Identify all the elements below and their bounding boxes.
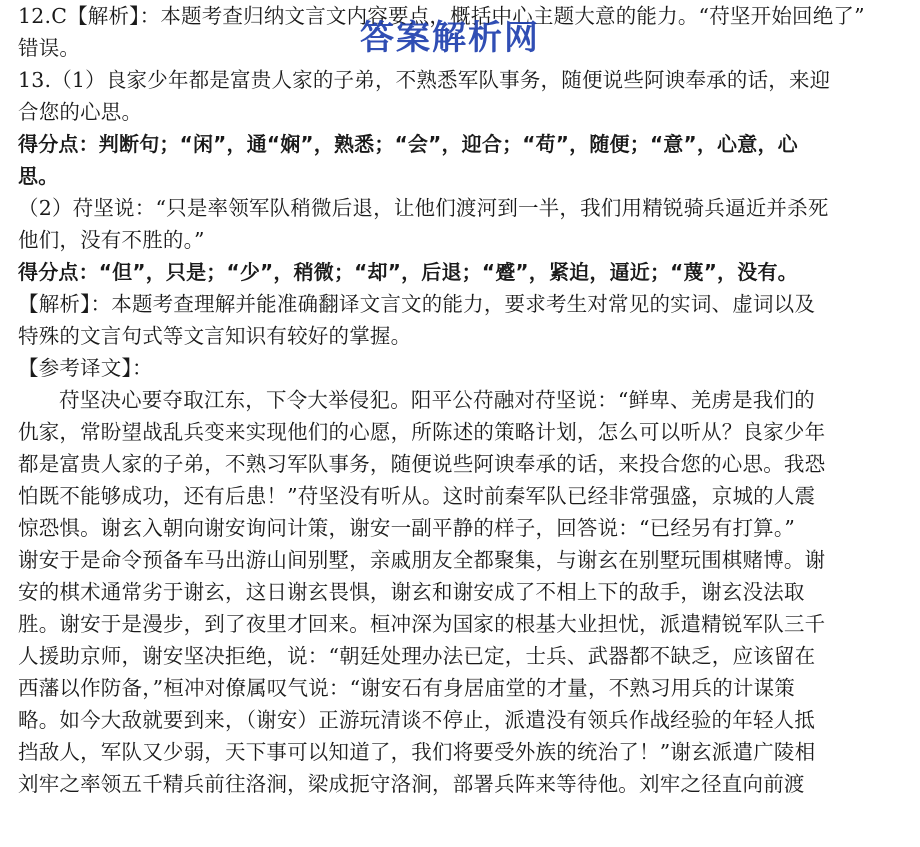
text-line: 胜。谢安于是漫步，到了夜里才回来。桓冲深为国家的根基大业担忧，派遣精锐军队三千 xyxy=(18,612,826,636)
text-line: 仇家，常盼望战乱兵变来实现他们的心愿，所陈述的策略计划，怎么可以听从？良家少年 xyxy=(18,420,826,444)
text-line: 合您的心思。 xyxy=(18,100,143,124)
text-line: 西藩以作防备，”桓冲对僚属叹气说：“谢安石有身居庙堂的才量，不熟习用兵的计谋策 xyxy=(18,676,796,700)
text-line: 略。如今大敌就要到来，（谢安）正游玩清谈不停止，派遣没有领兵作战经验的年轻人抵 xyxy=(18,708,816,732)
text-line: 惊恐惧。谢玄入朝向谢安询问计策，谢安一副平静的样子，回答说：“已经另有打算。” xyxy=(18,516,796,540)
text-line: 安的棋术通常劣于谢玄，这日谢玄畏惧，谢玄和谢安成了不相上下的敌手，谢玄没法取 xyxy=(18,580,805,604)
text-line: 人援助京师，谢安坚决拒绝，说：“朝廷处理办法已定，士兵、武器都不缺乏，应该留在 xyxy=(18,644,816,668)
document-page xyxy=(18,0,913,800)
scoring-points: 思。 xyxy=(18,164,59,188)
text-line: 他们，没有不胜的。” xyxy=(18,228,205,252)
scoring-points: 得分点：“但”，只是；“少”，稍微；“却”，后退；“蹙”，紧迫，逼近；“蔑”，没有。 xyxy=(18,260,798,284)
section-heading: 【参考译文】： xyxy=(18,356,153,380)
scoring-points: 得分点：判断句；“闲”，通“娴”，熟悉；“会”，迎合；“苟”，随便；“意”，心意，心 xyxy=(18,132,798,156)
text-line: 苻坚决心要夺取江东，下令大举侵犯。阳平公苻融对苻坚说：“鲜卑、羌虏是我们的 xyxy=(59,388,815,412)
text-line: 刘牢之率领五千精兵前往洛涧，梁成扼守洛涧，部署兵阵来等待他。刘牢之径直向前渡 xyxy=(18,772,805,796)
text-line: 怕既不能够成功，还有后患！”苻坚没有听从。这时前秦军队已经非常强盛，京城的人震 xyxy=(18,484,816,508)
text-line: （2）苻坚说：“只是率领军队稍微后退，让他们渡河到一半，我们用精锐骑兵逼近并杀死 xyxy=(18,196,829,220)
text-line: 特殊的文言句式等文言知识有较好的掌握。 xyxy=(18,324,412,348)
text-line: 12.C【解析】：本题考查归纳文言文内容要点，概括中心主题大意的能力。“苻坚开始回绝了” xyxy=(18,4,865,28)
text-line: 【解析】：本题考查理解并能准确翻译文言文的能力，要求考生对常见的实词、虚词以及 xyxy=(18,292,816,316)
watermark-logo: 答案解析网 xyxy=(360,18,540,58)
text-line: 谢安于是命令预备车马出游山间别墅，亲戚朋友全都聚集，与谢玄在别墅玩围棋赌博。谢 xyxy=(18,548,826,572)
text-line: 错误。 xyxy=(18,36,81,60)
text-line: 挡敌人，军队又少弱，天下事可以知道了，我们将要受外族的统治了！”谢玄派遣广陵相 xyxy=(18,740,816,764)
text-line: 都是富贵人家的子弟，不熟习军队事务，随便说些阿谀奉承的话，来投合您的心思。我恐 xyxy=(18,452,826,476)
text-line: 13.（1）良家少年都是富贵人家的子弟，不熟悉军队事务，随便说些阿谀奉承的话，来迎 xyxy=(18,68,831,92)
